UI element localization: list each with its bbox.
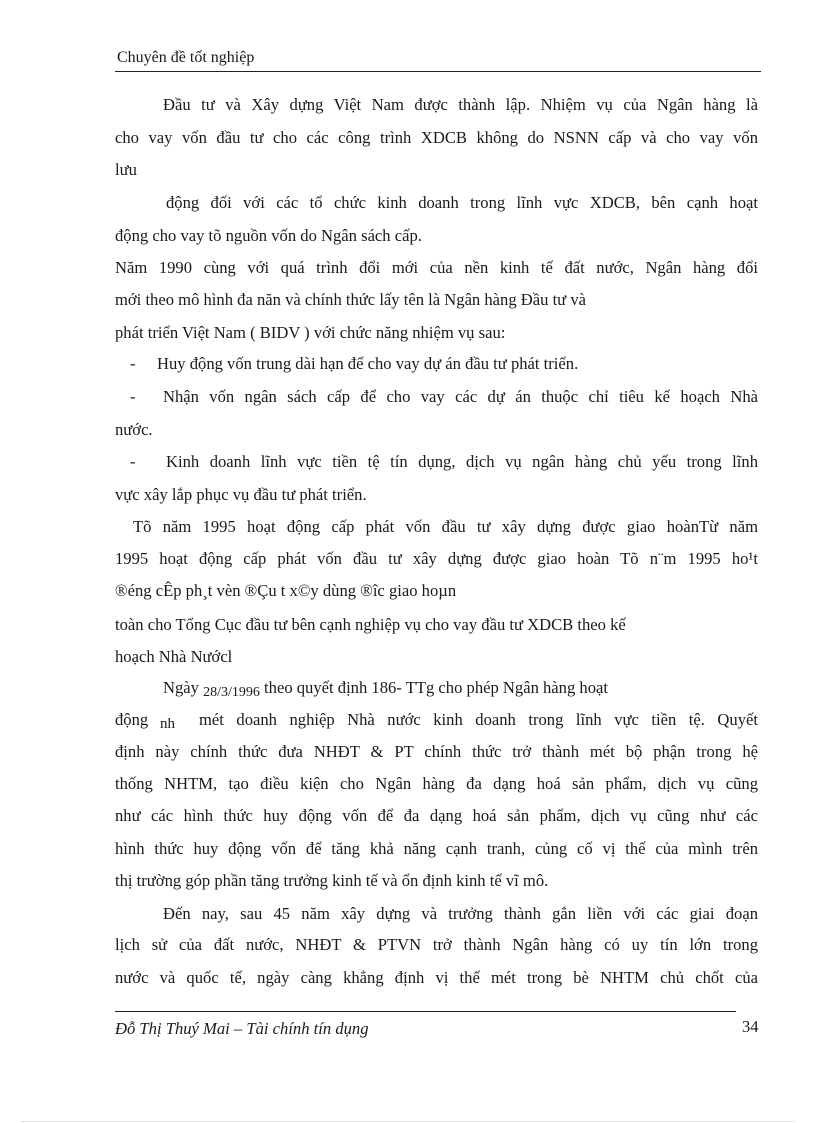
- bullet-dash: -: [130, 452, 136, 471]
- text-line: động đối với các tổ chức kinh doanh trong lĩnh vực XDCB, bên cạnh hoạt: [166, 193, 758, 212]
- text-line: mới theo mô hình đa năn và chính thức lấy tên là Ngân hàng Đầu tư và: [115, 290, 586, 309]
- text-line: lưu: [115, 160, 137, 179]
- text-line: thị trường góp phần tăng trưởng kinh tế và ổn định kinh tế vĩ mô.: [115, 871, 549, 890]
- text-line: lịch sử của đất nước, NHĐT & PTVN trở thành Ngân hàng có uy tín lớn trong: [115, 935, 758, 954]
- bullet-dash: -: [130, 354, 136, 373]
- bullet-text: Kinh doanh lĩnh vực tiền tệ tín dụng, dịch vụ ngân hàng chủ yếu trong lĩnh: [166, 452, 758, 471]
- text-line: phát triển Việt Nam ( BIDV ) với chức năng nhiệm vụ sau:: [115, 323, 506, 342]
- page-number: 34: [742, 1017, 759, 1036]
- text-fragment: theo quyết định 186- TTg cho phép Ngân hàng hoạt: [264, 678, 608, 697]
- bullet-text: Nhận vốn ngân sách cấp để cho vay các dự án thuộc chỉ tiêu kế hoạch Nhà: [163, 387, 758, 406]
- text-line: hoạch Nhà Nướcl: [115, 647, 233, 666]
- bullet-text: vực xây lắp phục vụ đầu tư phát triển.: [115, 485, 367, 504]
- bullet-dash: -: [130, 387, 136, 406]
- text-line: ®éng cÊp ph¸t vèn ®Çu t x©y dùng ®îc giao hoµn: [115, 581, 457, 600]
- header-title: Chuyên đề tốt nghiệp: [117, 49, 255, 66]
- text-fragment: Ngày: [163, 678, 199, 697]
- date-text: 28/3/1996: [203, 685, 260, 700]
- text-line: Tõ năm 1995 hoạt động cấp phát vốn đầu tư xây dựng được giao hoànTừ năm: [133, 517, 758, 536]
- text-line: như các hình thức huy động vốn để đa dạng hoá sản phẩm, dịch vụ cũng như các: [115, 806, 758, 825]
- text-line: 1995 hoạt động cấp phát vốn đầu tư xây dựng được giao hoàn Tõ n¨m 1995 ho¹t: [115, 549, 758, 568]
- text-fragment: nh: [160, 716, 175, 732]
- text-line: Đầu tư và Xây dựng Việt Nam được thành lập. Nhiệm vụ của Ngân hàng là: [163, 95, 758, 114]
- text-line: định này chính thức đưa NHĐT & PT chính thức trở thành mét bộ phận trong hệ: [115, 742, 758, 761]
- text-line: cho vay vốn đầu tư cho các công trình XDCB không do NSNN cấp và cho vay vốn: [115, 128, 758, 147]
- text-line: thống NHTM, tạo điều kiện cho Ngân hàng đa dạng hoá sản phẩm, dịch vụ cũng: [115, 774, 758, 793]
- bullet-text: Huy động vốn trung dài hạn để cho vay dự án đầu tư phát triển.: [157, 354, 579, 373]
- page-break-dotted-line: [22, 1121, 794, 1122]
- text-line: nước và quốc tế, ngày càng khẳng định vị thế mét trong bè NHTM chủ chốt của: [115, 968, 758, 987]
- text-fragment: động: [115, 710, 149, 729]
- text-line: [163, 678, 608, 700]
- text-line: mét doanh nghiệp Nhà nước kinh doanh trong lĩnh vực tiền tệ. Quyết: [199, 710, 758, 729]
- text-line: Đến nay, sau 45 năm xây dựng và trưởng thành gắn liền với các giai đoạn: [163, 904, 758, 923]
- text-line: hình thức huy động vốn để tăng khả năng cạnh tranh, củng cố vị thế của mình trên: [115, 839, 758, 858]
- footer-author: Đỗ Thị Thuý Mai – Tài chính tín dụng: [115, 1019, 369, 1038]
- text-line: Năm 1990 cùng với quá trình đổi mới của nền kinh tế đất nước, Ngân hàng đổi: [115, 258, 758, 277]
- footer-rule: [115, 1011, 736, 1012]
- text-line: toàn cho Tổng Cục đầu tư bên cạnh nghiệp vụ cho vay đầu tư XDCB theo kế: [115, 615, 626, 634]
- text-line: động cho vay tõ nguồn vốn do Ngân sách cấp.: [115, 226, 422, 245]
- bullet-text: nước.: [115, 420, 153, 439]
- header-rule: [115, 71, 761, 72]
